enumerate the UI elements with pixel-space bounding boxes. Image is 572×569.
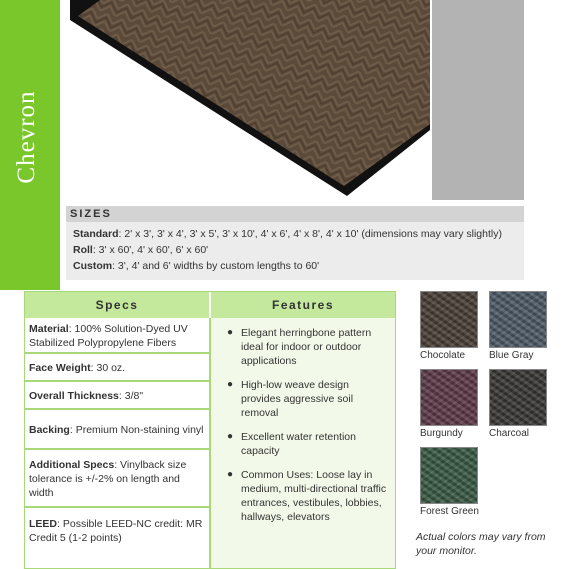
sizes-standard-label: Standard xyxy=(73,228,119,240)
spec-label: Additional Specs xyxy=(29,458,115,471)
spec-value: : 100% Solution-Dyed UV Stabilized Polypropylene Fibers xyxy=(29,322,191,349)
spec-value: : 30 oz. xyxy=(90,361,126,374)
spec-value: : Premium Non-staining vinyl xyxy=(69,423,204,436)
spec-row-backing xyxy=(25,410,209,450)
swatch-chip xyxy=(420,291,478,348)
feature-text: High-low weave design provides aggressive soil removal xyxy=(241,379,354,419)
feature-text: Elegant herringbone pattern ideal for indoor or outdoor applications xyxy=(241,327,372,367)
spec-label: Face Weight xyxy=(29,361,91,374)
product-image xyxy=(70,0,430,200)
swatch-chip xyxy=(489,369,547,426)
swatch-label: Burgundy xyxy=(420,428,463,439)
spec-label: Material xyxy=(29,322,69,335)
mat-illustration xyxy=(70,0,430,200)
spec-row-leed xyxy=(25,508,209,552)
spec-value: : Vinylback size tolerance is +/-2% on length and width xyxy=(29,458,190,499)
spec-row-thickness xyxy=(25,382,209,410)
bullet-icon: ● xyxy=(227,327,234,338)
sizes-heading: SIZES xyxy=(66,206,524,222)
sizes-standard xyxy=(66,226,524,242)
colors-note: Actual colors may vary from your monitor. xyxy=(416,531,546,557)
spec-row-additional xyxy=(25,450,209,508)
feature-item xyxy=(227,468,389,524)
swatch-label: Charcoal xyxy=(489,428,530,439)
specs-heading: Specs xyxy=(25,292,211,318)
feature-item xyxy=(227,430,389,458)
swatch-charcoal[interactable] xyxy=(489,369,551,439)
swatch-label: Forest Green xyxy=(420,506,479,517)
specs-features-table xyxy=(24,291,396,569)
swatch-chip xyxy=(420,447,478,504)
sizes-custom xyxy=(66,258,524,274)
spec-label: Backing xyxy=(29,423,70,436)
swatch-chocolate[interactable] xyxy=(420,291,482,361)
spec-label: LEED xyxy=(29,517,58,530)
sizes-custom-label: Custom xyxy=(73,260,113,272)
swatch-chip xyxy=(420,369,478,426)
spec-value: : 3/8" xyxy=(118,389,144,402)
image-side-panel xyxy=(432,0,524,200)
swatch-label: Chocolate xyxy=(420,350,466,361)
swatch-blue-gray[interactable] xyxy=(489,291,551,361)
feature-item xyxy=(227,378,389,420)
spec-label: Overall Thickness xyxy=(29,389,119,402)
specs-column xyxy=(25,318,209,552)
sizes-roll-label: Roll xyxy=(73,244,93,256)
swatch-forest-green[interactable] xyxy=(420,447,482,517)
sizes-standard-text: : 2' x 3', 3' x 4', 3' x 5', 3' x 10', 4' x 6', 4' x 8', 4' x 10' (dimensions may vary slightly) xyxy=(118,228,502,240)
swatch-burgundy[interactable] xyxy=(420,369,482,439)
feature-text: Excellent water retention capacity xyxy=(241,431,356,457)
sizes-roll-text: : 3' x 60', 4' x 60', 6' x 60' xyxy=(92,244,209,256)
feature-text: Common Uses: Loose lay in medium, multi-directional traffic entrances, vestibules, lobbies, hallways, elevators xyxy=(241,469,387,523)
spec-row-face-weight xyxy=(25,354,209,382)
features-list xyxy=(211,318,395,524)
sizes-roll xyxy=(66,242,524,258)
swatch-chip xyxy=(489,291,547,348)
features-column xyxy=(211,318,395,568)
swatch-label: Blue Gray xyxy=(489,350,534,361)
spec-value: : Possible LEED-NC credit: MR Credit 5 (1-2 points) xyxy=(29,517,206,544)
spec-row-material xyxy=(25,318,209,354)
bullet-icon: ● xyxy=(227,469,234,480)
sizes-custom-text: : 3', 4' and 6' widths by custom lengths to 60' xyxy=(112,260,320,272)
feature-item xyxy=(227,326,389,368)
bullet-icon: ● xyxy=(227,431,234,442)
sizes-panel xyxy=(66,206,524,280)
bullet-icon: ● xyxy=(227,379,234,390)
features-heading: Features xyxy=(211,292,395,318)
product-title: Chevron xyxy=(13,90,40,184)
